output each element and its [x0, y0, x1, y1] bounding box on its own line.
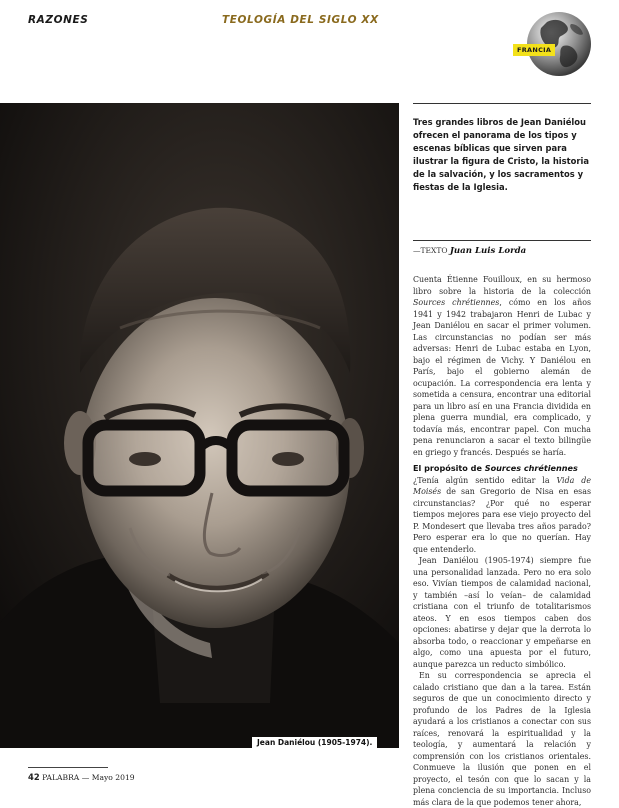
paragraph-1-text: Cuenta Étienne Fouilloux, en su hermoso libro sobre la historia de la colección [413, 275, 591, 296]
subheading-text: El propósito de [413, 463, 485, 473]
subheading-italic: Sources chrétiennes [484, 463, 578, 473]
series-title: TEOLOGÍA DEL SIGLO XX [222, 14, 379, 26]
page-footer [28, 772, 135, 782]
section-label: RAZONES [28, 14, 89, 26]
paragraph-3: Jean Daniélou (1905-1974) siempre fue una personalidad lanzada. Pero no era solo eso. Vivían tiempos de calamidad nacional, y también –así lo veían– de calamidad cristiana con el triunfo de totalitarismos ateos. Y en esos tiempos caben dos opciones: abatirse y dejar que la derrota lo absorba todo, o reaccionar y empeñarse en algo, como una apuesta por el futuro, aunque parezca un reducto simbólico. [413, 556, 591, 669]
publication-info: PALABRA — Mayo 2019 [42, 773, 135, 782]
page-number: 42 [28, 772, 40, 782]
paragraph-2 [413, 475, 591, 556]
photo-caption: Jean Daniélou (1905-1974). [252, 737, 377, 748]
paragraph-2-text-cont: de san Gregorio de Nisa en esas circunstancias? ¿Por qué no esperar tiempos mejores para ese viejo proyecto del P. Mondesert que llevaba tres años parado? Pero esperar era lo que no querían. Hay que entenderlo. [413, 487, 591, 554]
byline-prefix: —TEXTO [413, 246, 448, 255]
subheading [413, 463, 591, 475]
article-body [413, 274, 591, 808]
country-tag: FRANCIA [513, 44, 555, 56]
portrait-photo [0, 103, 399, 748]
footer-rule [28, 767, 108, 768]
paragraph-2-text: ¿Tenía algún sentido editar la [413, 475, 557, 485]
article-intro: Tres grandes libros de Jean Daniélou ofrecen el panorama de los tipos y escenas bíblicas que sirven para ilustrar la figura de Cristo, la historia de la salvación, y los sacramentos y fiestas de la Iglesia. [413, 117, 590, 192]
author-name: Juan Luis Lorda [449, 246, 527, 256]
paragraph-1-italic: Sources chrétiennes [413, 298, 500, 307]
paragraph-1-text-cont: , cómo en los años 1941 y 1942 trabajaron Henri de Lubac y Jean Daniélou en sacar el primer volumen. Las circunstancias no podían ser más adversas: Henri de Lubac estaba en Lyon, bajo el régimen de Vichy. Y Daniélou en París, bajo el gobierno alemán de ocupación. La correspondencia era lenta y sometida a censura, encontrar una editorial para un libro así en una Francia dividida en plena guerra mundial, era complicado, y todavía más, encontrar papel. Con mucha pena renunciaron a sacar el texto bilingüe en griego y francés. Después se haría. [413, 298, 591, 457]
paragraph-1 [413, 274, 591, 458]
top-rule [413, 103, 591, 104]
byline [413, 240, 591, 256]
paragraph-4: En su correspondencia se aprecia el calado cristiano que dan a la tarea. Están seguros de que un conocimiento directo y profundo de los Padres de la Iglesia ayudará a los cristianos a conectar con sus raíces, renovará la espiritualidad y la teología, y aumentará la relación y comprensión con los cristianos orientales. Conmueve la ilusión que ponen en el proyecto, el tesón con que lo sacan y la plena conciencia de su importancia. Incluso más clara de la que podemos tener ahora, [413, 671, 591, 807]
paragraph-2-italic: Vida de Moisés [413, 475, 591, 496]
article-column [413, 103, 591, 808]
